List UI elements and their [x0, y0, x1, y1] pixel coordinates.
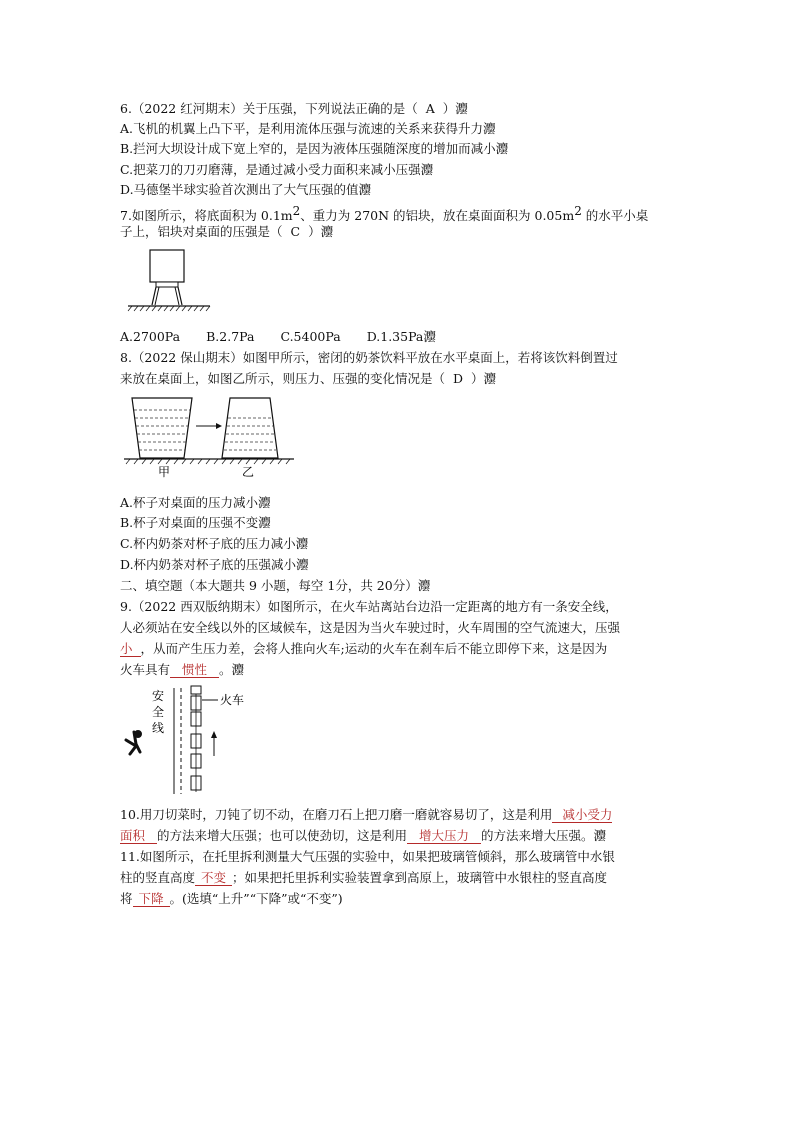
- q11-answer-2: 下降: [133, 891, 170, 907]
- q9-label-safety-3: 线: [152, 721, 165, 735]
- q11-answer-1: 不变: [195, 870, 232, 886]
- q7-option-b: B.2.7Pa: [206, 329, 255, 344]
- q8-figure-cups: [124, 396, 304, 482]
- q9-label-safety-1: 安: [152, 689, 165, 703]
- q6-option-c: C.把菜刀的刀刃磨薄，是通过减小受力面积来减小压强灋: [120, 162, 434, 177]
- q9-answer-1: 小: [120, 641, 141, 657]
- q10-answer-1-part2: 面积: [120, 828, 157, 844]
- q6-answer: A: [425, 101, 435, 116]
- q7-option-c: C.5400Pa: [280, 329, 341, 344]
- section-fill-in-heading: 二、填空题（本大题共 9 小题，每空 1分，共 20分）灋: [120, 578, 431, 593]
- q9-label-safety-2: 全: [152, 705, 165, 719]
- q8-stem-line2: 来放在桌面上，如图乙所示，则压力、压强的变化情况是（ D ）灋: [120, 371, 497, 386]
- person-icon: [126, 732, 141, 755]
- q9-label-train: 火车: [220, 693, 245, 707]
- q9-stem-line1: 9.（2022 西双版纳期末）如图所示，在火车站离站台边沿一定距离的地方有一条安全线，: [120, 599, 618, 614]
- q8-option-b: B.杯子对桌面的压强不变灋: [120, 515, 271, 530]
- q7-options: [120, 328, 462, 346]
- q8-option-a: A.杯子对桌面的压力减小灋: [120, 495, 271, 510]
- q11-stem-line3: 将 下降 。(选填“上升”“下降”或“不变”): [120, 891, 343, 906]
- q7-answer: C: [290, 224, 301, 239]
- q11-stem-line2: 柱的竖直高度 不变 ；如果把托里拆利实验装置拿到高原上，玻璃管中水银柱的竖直高度: [120, 870, 608, 885]
- q9-stem-line3: 小 ，从而产生压力差，会将人推向火车;运动的火车在刹车后不能立即停下来，这是因为: [120, 641, 608, 656]
- q7-stem-line1: 7.如图所示，将底面积为 $0.1m^2$、重力为 270N 的铝块，放在桌面面积为 $0.05m^2$ 的水平小桌: [120, 204, 649, 224]
- q11-stem-line1: 11.如图所示，在托里拆利测量大气压强的实验中，如果把玻璃管倾斜，那么玻璃管中水银: [120, 849, 615, 864]
- q9-figure-train-safety-line: [114, 684, 264, 798]
- q6-option-d: D.马德堡半球实验首次测出了大气压强的值灋: [120, 182, 372, 197]
- q9-stem-line2: 人必须站在安全线以外的区域候车，这是因为当火车驶过时，火车周围的空气流速大，压强: [120, 620, 621, 635]
- q8-option-d: D.杯内奶茶对杯子底的压强减小灋: [120, 557, 309, 572]
- q6-option-a: A.飞机的机翼上凸下平，是利用流体压强与流速的关系来获得升力灋: [120, 121, 496, 136]
- q7-option-d: D.1.35Pa灋: [366, 329, 436, 344]
- q7-figure-block-on-table: [126, 248, 216, 318]
- q10-stem-line1: 10.用刀切菜时，刀钝了切不动，在磨刀石上把刀磨一磨就容易切了，这是利用 减小受力: [120, 807, 613, 822]
- q8-answer: D: [453, 371, 464, 386]
- q10-answer-2: 增大压力: [407, 828, 481, 844]
- q6-stem: 6.（2022 红河期末）关于压强，下列说法正确的是（ A ）灋: [120, 101, 468, 116]
- q9-answer-2: 惯性: [170, 662, 219, 678]
- q8-label-yi: 乙: [242, 465, 255, 479]
- q10-answer-1-part1: 减小受力: [552, 807, 612, 823]
- q8-stem-line1: 8.（2022 保山期末）如图甲所示，密闭的奶茶饮料平放在水平桌面上，若将该饮料倒置过: [120, 350, 618, 365]
- q9-stem-line4: 火车具有 惯性 。灋: [120, 662, 245, 677]
- q10-stem-line2: 面积 的方法来增大压强；也可以使劲切，这是利用 增大压力 的方法来增大压强。灋: [120, 828, 607, 843]
- q8-label-jia: 甲: [158, 465, 171, 479]
- q7-option-a: A.2700Pa: [120, 329, 181, 344]
- q8-option-c: C.杯内奶茶对杯子底的压力减小灋: [120, 536, 309, 551]
- q6-option-b: B.拦河大坝设计成下宽上窄的，是因为液体压强随深度的增加而减小灋: [120, 141, 509, 156]
- q7-stem-line2: 子上，铝块对桌面的压强是（ C ）灋: [120, 224, 334, 239]
